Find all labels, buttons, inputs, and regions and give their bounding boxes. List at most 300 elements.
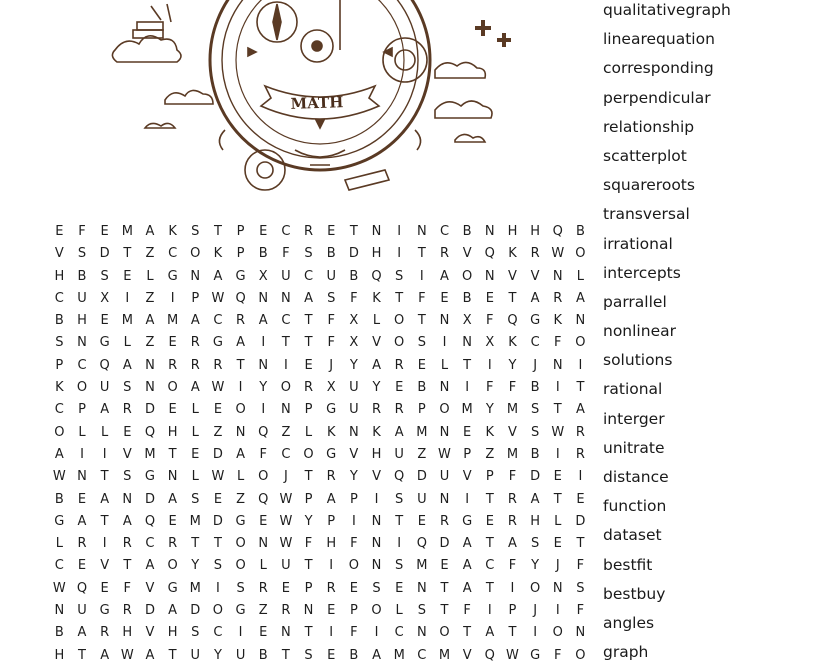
grid-cell[interactable]: O bbox=[348, 558, 359, 574]
grid-cell[interactable]: V bbox=[372, 469, 381, 485]
grid-cell[interactable]: E bbox=[100, 580, 109, 596]
grid-cell[interactable]: L bbox=[395, 603, 403, 619]
grid-cell[interactable]: G bbox=[326, 446, 337, 462]
grid-cell[interactable]: T bbox=[191, 536, 200, 552]
grid-cell[interactable]: Y bbox=[485, 402, 494, 418]
grid-cell[interactable]: T bbox=[281, 647, 290, 663]
grid-cell[interactable]: N bbox=[484, 224, 495, 239]
grid-cell[interactable]: R bbox=[190, 357, 200, 373]
grid-cell[interactable]: I bbox=[102, 536, 107, 552]
grid-cell[interactable]: N bbox=[167, 469, 178, 485]
grid-cell[interactable]: R bbox=[281, 603, 291, 619]
grid-cell[interactable]: T bbox=[395, 513, 404, 529]
grid-cell[interactable]: E bbox=[553, 536, 562, 552]
grid-cell[interactable]: A bbox=[236, 446, 246, 462]
grid-cell[interactable]: U bbox=[77, 290, 87, 306]
grid-cell[interactable]: I bbox=[555, 380, 560, 396]
grid-cell[interactable]: O bbox=[529, 580, 541, 596]
grid-cell[interactable]: A bbox=[462, 558, 472, 574]
grid-cell[interactable]: E bbox=[395, 380, 404, 396]
grid-cell[interactable]: S bbox=[395, 268, 404, 284]
grid-cell[interactable]: A bbox=[530, 491, 540, 507]
grid-cell[interactable]: V bbox=[54, 246, 64, 262]
grid-cell[interactable]: Y bbox=[304, 513, 313, 529]
grid-cell[interactable]: I bbox=[442, 335, 447, 351]
grid-cell[interactable]: E bbox=[327, 224, 336, 239]
grid-cell[interactable]: I bbox=[283, 357, 288, 373]
grid-cell[interactable]: A bbox=[213, 268, 223, 284]
grid-cell[interactable]: O bbox=[258, 469, 269, 485]
grid-cell[interactable]: F bbox=[418, 290, 426, 306]
grid-cell[interactable]: A bbox=[100, 647, 110, 663]
grid-cell[interactable]: S bbox=[327, 290, 336, 306]
grid-cell[interactable]: L bbox=[191, 402, 199, 418]
grid-cell[interactable]: F bbox=[327, 335, 335, 351]
grid-cell[interactable]: O bbox=[575, 335, 586, 351]
grid-cell[interactable]: H bbox=[530, 224, 540, 239]
grid-cell[interactable]: U bbox=[77, 603, 87, 619]
grid-cell[interactable]: I bbox=[510, 580, 515, 596]
grid-cell[interactable]: C bbox=[281, 313, 291, 329]
grid-cell[interactable]: S bbox=[530, 424, 540, 440]
grid-cell[interactable]: P bbox=[349, 491, 358, 507]
grid-cell[interactable]: A bbox=[258, 313, 268, 329]
grid-cell[interactable]: O bbox=[575, 246, 586, 262]
grid-cell[interactable]: F bbox=[350, 290, 358, 306]
grid-cell[interactable]: H bbox=[54, 647, 65, 663]
grid-cell[interactable]: I bbox=[555, 446, 560, 462]
grid-cell[interactable]: E bbox=[213, 402, 223, 418]
grid-cell[interactable]: T bbox=[463, 625, 472, 641]
grid-cell[interactable]: E bbox=[191, 446, 200, 462]
grid-cell[interactable]: Q bbox=[552, 224, 563, 239]
grid-cell[interactable]: J bbox=[533, 603, 538, 619]
grid-cell[interactable]: N bbox=[281, 402, 291, 418]
grid-cell[interactable]: G bbox=[235, 603, 246, 619]
grid-cell[interactable]: E bbox=[213, 491, 223, 507]
grid-cell[interactable]: A bbox=[190, 380, 200, 396]
grid-cell[interactable]: B bbox=[54, 625, 64, 641]
grid-cell[interactable]: B bbox=[530, 446, 540, 462]
grid-cell[interactable]: K bbox=[372, 290, 381, 306]
grid-cell[interactable]: T bbox=[395, 290, 404, 306]
grid-cell[interactable]: T bbox=[576, 380, 585, 396]
grid-cell[interactable]: N bbox=[416, 224, 427, 239]
grid-cell[interactable]: K bbox=[55, 380, 64, 396]
grid-cell[interactable]: W bbox=[52, 580, 66, 596]
grid-cell[interactable]: S bbox=[530, 402, 540, 418]
grid-cell[interactable]: Y bbox=[349, 357, 358, 373]
grid-cell[interactable]: A bbox=[77, 513, 87, 529]
grid-cell[interactable]: A bbox=[100, 491, 110, 507]
grid-cell[interactable]: A bbox=[394, 424, 404, 440]
grid-cell[interactable]: T bbox=[485, 580, 494, 596]
grid-cell[interactable]: X bbox=[349, 313, 359, 329]
grid-cell[interactable]: R bbox=[394, 357, 404, 373]
grid-cell[interactable]: M bbox=[121, 313, 133, 329]
grid-cell[interactable]: L bbox=[554, 513, 562, 529]
grid-cell[interactable]: I bbox=[261, 402, 266, 418]
grid-cell[interactable]: S bbox=[191, 224, 200, 239]
grid-cell[interactable]: C bbox=[304, 268, 314, 284]
grid-cell[interactable]: N bbox=[552, 580, 563, 596]
grid-cell[interactable]: I bbox=[487, 357, 492, 373]
grid-cell[interactable]: S bbox=[55, 335, 64, 351]
grid-cell[interactable]: B bbox=[77, 268, 87, 284]
grid-cell[interactable]: M bbox=[144, 446, 156, 462]
grid-cell[interactable]: F bbox=[327, 313, 335, 329]
grid-cell[interactable]: F bbox=[554, 647, 562, 663]
grid-cell[interactable]: G bbox=[530, 313, 541, 329]
grid-cell[interactable]: F bbox=[78, 224, 86, 239]
grid-cell[interactable]: I bbox=[487, 603, 492, 619]
grid-cell[interactable]: S bbox=[213, 558, 223, 574]
grid-cell[interactable]: Y bbox=[508, 357, 517, 373]
grid-cell[interactable]: D bbox=[144, 402, 155, 418]
grid-cell[interactable]: R bbox=[575, 424, 585, 440]
grid-cell[interactable]: W bbox=[120, 647, 134, 663]
grid-cell[interactable]: N bbox=[462, 335, 472, 351]
grid-cell[interactable]: P bbox=[304, 580, 313, 596]
grid-cell[interactable]: I bbox=[397, 536, 402, 552]
grid-cell[interactable]: N bbox=[77, 469, 87, 485]
grid-cell[interactable]: D bbox=[99, 246, 110, 262]
grid-cell[interactable]: L bbox=[259, 558, 267, 574]
grid-cell[interactable]: M bbox=[461, 402, 473, 418]
grid-cell[interactable]: C bbox=[417, 647, 427, 663]
grid-cell[interactable]: Z bbox=[236, 491, 246, 507]
grid-cell[interactable]: S bbox=[304, 246, 313, 262]
grid-cell[interactable]: R bbox=[507, 513, 517, 529]
grid-cell[interactable]: C bbox=[213, 313, 223, 329]
grid-cell[interactable]: Y bbox=[213, 647, 222, 663]
grid-cell[interactable]: X bbox=[462, 313, 472, 329]
grid-cell[interactable]: A bbox=[100, 402, 110, 418]
grid-cell[interactable]: C bbox=[281, 224, 291, 239]
grid-cell[interactable]: P bbox=[191, 290, 200, 306]
grid-cell[interactable]: P bbox=[485, 469, 494, 485]
grid-cell[interactable]: H bbox=[507, 224, 518, 239]
grid-cell[interactable]: U bbox=[349, 402, 359, 418]
grid-cell[interactable]: N bbox=[552, 357, 563, 373]
grid-cell[interactable]: T bbox=[100, 469, 109, 485]
grid-cell[interactable]: I bbox=[238, 625, 243, 641]
grid-cell[interactable]: C bbox=[485, 558, 495, 574]
grid-cell[interactable]: T bbox=[553, 491, 562, 507]
grid-cell[interactable]: A bbox=[462, 580, 472, 596]
grid-cell[interactable]: F bbox=[576, 558, 585, 574]
grid-cell[interactable]: A bbox=[508, 536, 517, 552]
grid-cell[interactable]: Z bbox=[145, 290, 155, 306]
grid-cell[interactable]: L bbox=[123, 335, 131, 351]
grid-cell[interactable]: A bbox=[122, 357, 132, 373]
grid-cell[interactable]: I bbox=[238, 380, 243, 396]
grid-cell[interactable]: E bbox=[440, 558, 449, 574]
grid-cell[interactable]: T bbox=[281, 335, 290, 351]
grid-cell[interactable]: S bbox=[395, 491, 404, 507]
grid-cell[interactable]: S bbox=[123, 469, 132, 485]
grid-cell[interactable]: K bbox=[508, 335, 517, 351]
grid-cell[interactable]: N bbox=[348, 424, 359, 440]
grid-cell[interactable]: P bbox=[236, 224, 245, 239]
grid-cell[interactable]: O bbox=[371, 603, 382, 619]
grid-cell[interactable]: C bbox=[54, 290, 64, 306]
grid-cell[interactable]: E bbox=[100, 313, 109, 329]
grid-cell[interactable]: N bbox=[371, 536, 382, 552]
grid-cell[interactable]: L bbox=[236, 469, 245, 485]
grid-cell[interactable]: S bbox=[123, 380, 132, 396]
grid-cell[interactable]: V bbox=[145, 580, 155, 596]
grid-cell[interactable]: I bbox=[329, 625, 334, 641]
grid-cell[interactable]: I bbox=[578, 469, 583, 485]
grid-cell[interactable]: F bbox=[123, 580, 132, 596]
grid-cell[interactable]: T bbox=[168, 647, 177, 663]
grid-cell[interactable]: N bbox=[122, 491, 133, 507]
grid-cell[interactable]: T bbox=[304, 558, 313, 574]
grid-cell[interactable]: S bbox=[304, 647, 313, 663]
grid-cell[interactable]: B bbox=[54, 491, 64, 507]
grid-cell[interactable]: B bbox=[462, 224, 472, 239]
grid-cell[interactable]: N bbox=[258, 290, 269, 306]
grid-cell[interactable]: K bbox=[485, 424, 495, 440]
grid-cell[interactable]: T bbox=[304, 625, 313, 641]
grid-cell[interactable]: R bbox=[371, 402, 382, 418]
grid-cell[interactable]: C bbox=[530, 335, 540, 351]
grid-cell[interactable]: M bbox=[506, 402, 519, 418]
grid-cell[interactable]: R bbox=[100, 625, 110, 641]
grid-cell[interactable]: N bbox=[77, 335, 87, 351]
grid-cell[interactable]: S bbox=[395, 558, 404, 574]
grid-cell[interactable]: U bbox=[281, 268, 291, 284]
grid-cell[interactable]: V bbox=[462, 246, 472, 262]
grid-cell[interactable]: T bbox=[553, 402, 562, 418]
grid-cell[interactable]: N bbox=[552, 268, 563, 284]
grid-cell[interactable]: J bbox=[555, 558, 560, 574]
grid-cell[interactable]: N bbox=[145, 380, 155, 396]
grid-cell[interactable]: B bbox=[326, 246, 336, 262]
grid-cell[interactable]: B bbox=[349, 268, 359, 284]
grid-cell[interactable]: B bbox=[530, 380, 540, 396]
grid-cell[interactable]: T bbox=[485, 536, 494, 552]
grid-cell[interactable]: X bbox=[349, 335, 359, 351]
grid-cell[interactable]: T bbox=[417, 313, 426, 329]
grid-cell[interactable]: U bbox=[281, 558, 291, 574]
grid-cell[interactable]: K bbox=[168, 224, 177, 239]
grid-cell[interactable]: N bbox=[303, 603, 314, 619]
grid-cell[interactable]: H bbox=[54, 268, 65, 284]
grid-cell[interactable]: R bbox=[394, 402, 404, 418]
grid-cell[interactable]: A bbox=[54, 446, 64, 462]
grid-cell[interactable]: K bbox=[553, 313, 563, 329]
grid-cell[interactable]: A bbox=[485, 625, 495, 641]
grid-cell[interactable]: J bbox=[329, 357, 334, 373]
grid-cell[interactable]: T bbox=[440, 580, 449, 596]
grid-cell[interactable]: F bbox=[508, 558, 517, 574]
grid-cell[interactable]: T bbox=[236, 357, 245, 373]
grid-cell[interactable]: G bbox=[326, 402, 337, 418]
grid-cell[interactable]: Z bbox=[485, 446, 495, 462]
grid-cell[interactable]: R bbox=[304, 224, 314, 239]
grid-cell[interactable]: N bbox=[371, 558, 382, 574]
grid-cell[interactable]: N bbox=[371, 513, 382, 529]
grid-cell[interactable]: M bbox=[167, 313, 179, 329]
grid-cell[interactable]: N bbox=[575, 625, 586, 641]
grid-cell[interactable]: A bbox=[145, 558, 155, 574]
grid-cell[interactable]: E bbox=[395, 580, 404, 596]
grid-cell[interactable]: G bbox=[530, 647, 541, 663]
grid-cell[interactable]: P bbox=[417, 402, 426, 418]
grid-cell[interactable]: K bbox=[213, 246, 223, 262]
grid-cell[interactable]: M bbox=[189, 513, 201, 529]
grid-cell[interactable]: E bbox=[281, 580, 290, 596]
grid-cell[interactable]: Z bbox=[281, 424, 291, 440]
grid-cell[interactable]: R bbox=[122, 402, 132, 418]
grid-cell[interactable]: N bbox=[145, 357, 155, 373]
grid-cell[interactable]: T bbox=[304, 335, 313, 351]
grid-cell[interactable]: W bbox=[438, 446, 451, 462]
grid-cell[interactable]: V bbox=[122, 446, 132, 462]
grid-cell[interactable]: L bbox=[146, 268, 154, 284]
grid-cell[interactable]: O bbox=[167, 380, 178, 396]
grid-cell[interactable]: V bbox=[462, 469, 472, 485]
grid-cell[interactable]: L bbox=[191, 424, 199, 440]
grid-cell[interactable]: R bbox=[553, 290, 563, 306]
grid-cell[interactable]: I bbox=[80, 446, 84, 462]
grid-cell[interactable]: E bbox=[77, 491, 87, 507]
grid-cell[interactable]: O bbox=[439, 402, 450, 418]
grid-cell[interactable]: R bbox=[530, 246, 540, 262]
grid-cell[interactable]: H bbox=[371, 246, 382, 262]
grid-cell[interactable]: C bbox=[54, 402, 64, 418]
grid-cell[interactable]: A bbox=[190, 313, 200, 329]
grid-cell[interactable]: N bbox=[235, 424, 246, 440]
grid-cell[interactable]: Q bbox=[258, 491, 269, 507]
grid-cell[interactable]: G bbox=[235, 268, 246, 284]
grid-cell[interactable]: F bbox=[486, 380, 494, 396]
grid-cell[interactable]: I bbox=[329, 558, 334, 574]
grid-cell[interactable]: D bbox=[439, 536, 450, 552]
grid-cell[interactable]: E bbox=[440, 290, 449, 306]
grid-cell[interactable]: T bbox=[440, 603, 449, 619]
grid-cell[interactable]: N bbox=[258, 536, 269, 552]
grid-cell[interactable]: Z bbox=[417, 446, 427, 462]
grid-cell[interactable]: A bbox=[440, 268, 449, 284]
grid-cell[interactable]: S bbox=[191, 625, 200, 641]
grid-cell[interactable]: Q bbox=[416, 536, 427, 552]
grid-cell[interactable]: P bbox=[508, 603, 517, 619]
grid-cell[interactable]: I bbox=[125, 290, 130, 306]
grid-cell[interactable]: S bbox=[576, 580, 585, 596]
grid-cell[interactable]: P bbox=[463, 446, 472, 462]
grid-cell[interactable]: M bbox=[189, 580, 201, 596]
grid-cell[interactable]: P bbox=[55, 357, 64, 373]
grid-cell[interactable]: T bbox=[508, 625, 517, 641]
grid-cell[interactable]: A bbox=[168, 491, 178, 507]
grid-cell[interactable]: Y bbox=[531, 558, 540, 574]
grid-cell[interactable]: V bbox=[100, 558, 110, 574]
grid-cell[interactable]: A bbox=[575, 402, 585, 418]
grid-cell[interactable]: N bbox=[416, 580, 427, 596]
grid-cell[interactable]: N bbox=[439, 491, 450, 507]
grid-cell[interactable]: E bbox=[168, 513, 177, 529]
grid-cell[interactable]: E bbox=[123, 424, 132, 440]
grid-cell[interactable]: N bbox=[281, 290, 291, 306]
grid-cell[interactable]: E bbox=[168, 402, 177, 418]
grid-cell[interactable]: Q bbox=[394, 469, 405, 485]
grid-cell[interactable]: H bbox=[167, 625, 178, 641]
grid-cell[interactable]: S bbox=[417, 603, 426, 619]
grid-cell[interactable]: R bbox=[439, 246, 449, 262]
grid-cell[interactable]: S bbox=[77, 246, 87, 262]
grid-cell[interactable]: H bbox=[122, 625, 133, 641]
grid-cell[interactable]: S bbox=[191, 491, 200, 507]
grid-cell[interactable]: R bbox=[575, 446, 585, 462]
grid-cell[interactable]: W bbox=[211, 469, 225, 485]
grid-cell[interactable]: D bbox=[144, 491, 155, 507]
grid-cell[interactable]: I bbox=[170, 290, 175, 306]
grid-cell[interactable]: E bbox=[485, 513, 494, 529]
grid-cell[interactable]: O bbox=[54, 424, 65, 440]
grid-cell[interactable]: I bbox=[261, 335, 266, 351]
grid-cell[interactable]: M bbox=[416, 558, 428, 574]
grid-cell[interactable]: A bbox=[77, 625, 87, 641]
grid-cell[interactable]: A bbox=[236, 335, 246, 351]
grid-cell[interactable]: Z bbox=[258, 603, 268, 619]
grid-cell[interactable]: O bbox=[303, 446, 314, 462]
grid-cell[interactable]: N bbox=[439, 424, 450, 440]
grid-cell[interactable]: Q bbox=[371, 268, 382, 284]
grid-cell[interactable]: T bbox=[508, 290, 517, 306]
grid-cell[interactable]: Z bbox=[145, 246, 155, 262]
grid-cell[interactable]: C bbox=[145, 536, 155, 552]
grid-cell[interactable]: W bbox=[279, 536, 293, 552]
grid-cell[interactable]: A bbox=[168, 603, 178, 619]
grid-cell[interactable]: M bbox=[393, 647, 405, 663]
grid-cell[interactable]: S bbox=[417, 335, 426, 351]
grid-cell[interactable]: E bbox=[259, 625, 268, 641]
grid-cell[interactable]: D bbox=[575, 513, 586, 529]
grid-cell[interactable]: V bbox=[462, 647, 472, 663]
grid-cell[interactable]: C bbox=[439, 224, 450, 239]
grid-cell[interactable]: K bbox=[372, 424, 381, 440]
grid-cell[interactable]: D bbox=[212, 446, 223, 462]
grid-cell[interactable]: U bbox=[190, 647, 201, 663]
grid-cell[interactable]: I bbox=[578, 357, 583, 373]
grid-cell[interactable]: V bbox=[508, 424, 517, 440]
grid-cell[interactable]: E bbox=[553, 469, 562, 485]
grid-cell[interactable]: D bbox=[212, 513, 223, 529]
grid-cell[interactable]: N bbox=[575, 313, 586, 329]
grid-cell[interactable]: N bbox=[258, 357, 269, 373]
grid-cell[interactable]: V bbox=[530, 268, 540, 284]
grid-cell[interactable]: T bbox=[123, 558, 132, 574]
grid-cell[interactable]: T bbox=[485, 491, 494, 507]
grid-cell[interactable]: H bbox=[530, 513, 540, 529]
grid-cell[interactable]: G bbox=[212, 335, 223, 351]
grid-cell[interactable]: I bbox=[397, 246, 402, 262]
grid-cell[interactable]: I bbox=[351, 513, 356, 529]
grid-cell[interactable]: I bbox=[419, 268, 424, 284]
grid-cell[interactable]: Q bbox=[235, 290, 246, 306]
grid-cell[interactable]: E bbox=[77, 558, 87, 574]
grid-cell[interactable]: O bbox=[235, 536, 246, 552]
grid-cell[interactable]: E bbox=[304, 357, 313, 373]
grid-cell[interactable]: T bbox=[168, 446, 177, 462]
grid-cell[interactable]: L bbox=[440, 357, 449, 373]
grid-cell[interactable]: Q bbox=[76, 580, 88, 596]
grid-cell[interactable]: T bbox=[304, 469, 313, 485]
grid-cell[interactable]: A bbox=[145, 224, 155, 239]
